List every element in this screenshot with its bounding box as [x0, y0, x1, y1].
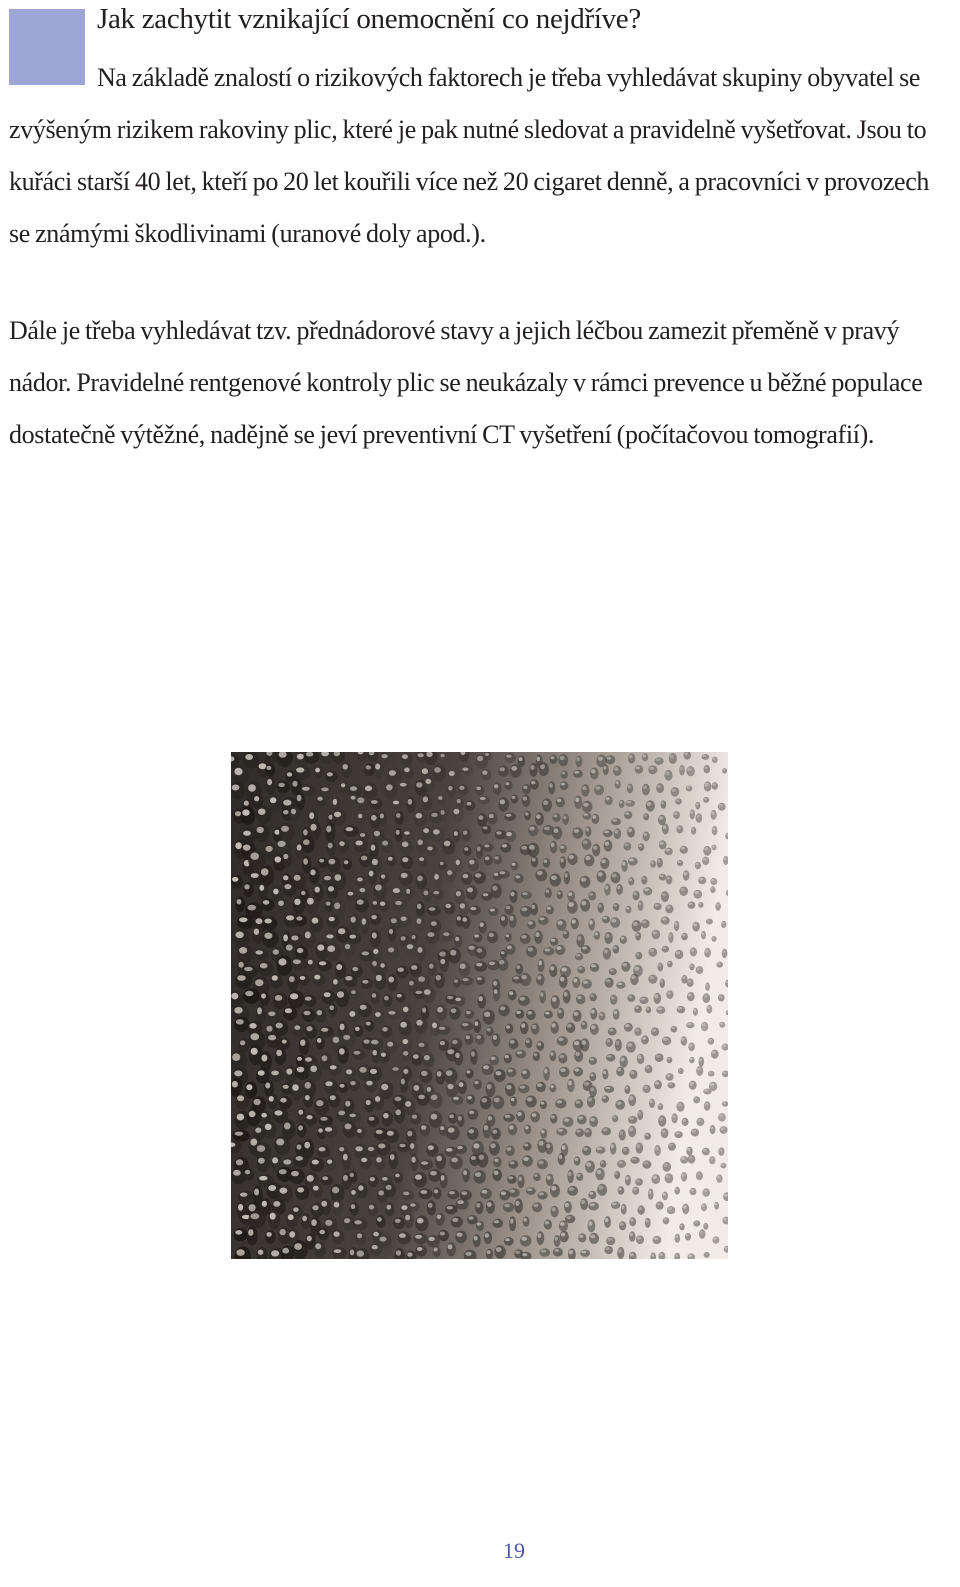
- texture-photo: [231, 752, 728, 1259]
- section-heading: Jak zachytit vznikající onemocnění co nejdříve?: [97, 3, 641, 35]
- paragraph-risk-groups: Na základě znalostí o rizikových faktorech je třeba vyhledávat skupiny obyvatel se zvýšeným rizikem rakoviny plic, které je pak nutné sledovat a pravidelně vyšetřovat. Jsou to kuřáci starší 40 let, kteří po 20 let kouřili více než 20 cigaret denně, a pracovníci v provozech se známými škodlivinami (uranové doly apod.).: [9, 63, 930, 248]
- page-number: 19: [503, 1538, 525, 1563]
- paragraph-precancerous: Dále je třeba vyhledávat tzv. přednádorové stavy a jejich léčbou zamezit přeměně v pravý nádor. Pravidelné rentgenové kontroly plic se neukázaly v rámci prevence u běžné populace dostatečně výtěžné, nadějně se jeví preventivní CT vyšetření (počítačovou tomografií).: [9, 316, 923, 449]
